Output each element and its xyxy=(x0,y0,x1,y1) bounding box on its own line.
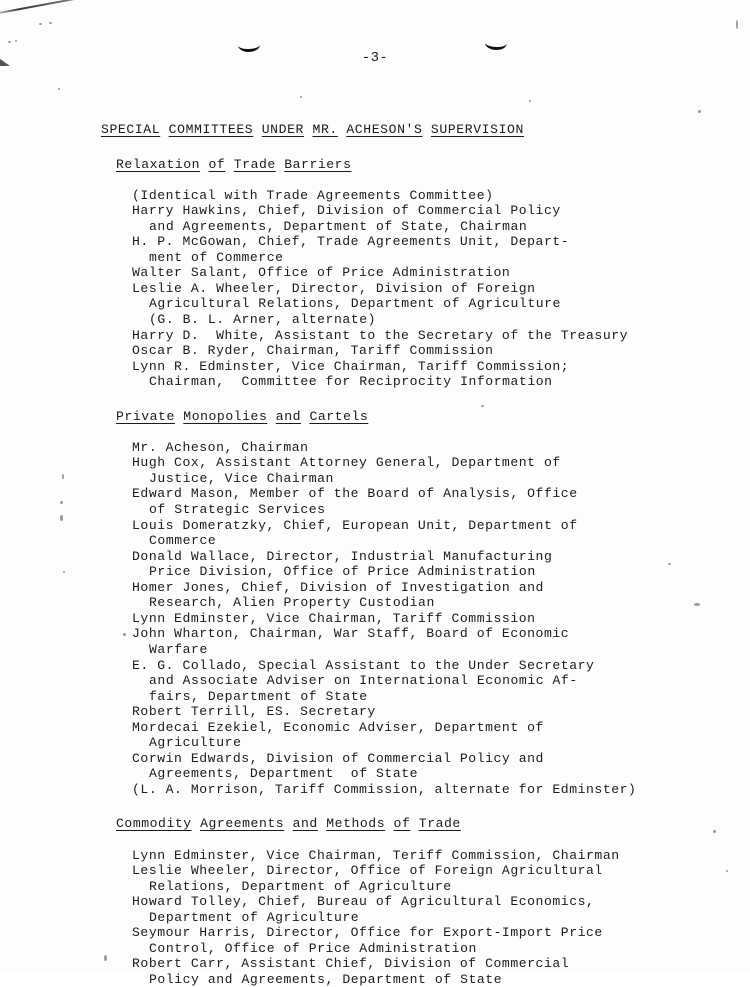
member-line-continuation: and Agreements, Department of State, Chairman xyxy=(149,218,528,234)
spacer xyxy=(0,424,750,440)
member-line: Robert Carr, Assistant Chief, Division of Commercial xyxy=(132,956,570,972)
spacer xyxy=(0,832,750,848)
member-line: (L. A. Morrison, Tariff Commission, alternate for Edminster) xyxy=(132,781,637,797)
spacer xyxy=(0,172,750,188)
page-title: SPECIAL COMMITTEES UNDER MR. ACHESON'S SUPERVISION xyxy=(101,122,524,137)
member-line: Louis Domeratzky, Chief, European Unit, Department of xyxy=(132,517,578,533)
member-line-continuation: Agriculture xyxy=(149,735,242,751)
member-line-continuation: Policy and Agreements, Department of State xyxy=(149,971,503,987)
member-line: Howard Tolley, Chief, Bureau of Agricultural Economics, xyxy=(132,894,595,910)
member-line: Edward Mason, Member of the Board of Analysis, Office xyxy=(132,486,578,502)
member-line: (Identical with Trade Agreements Committee) xyxy=(132,187,494,203)
member-line-continuation: Justice, Vice Chairman xyxy=(149,470,334,486)
committee-section xyxy=(0,157,750,409)
committee-section xyxy=(0,409,750,817)
paper-speck xyxy=(39,23,42,25)
member-line-continuation: Control, Office of Price Administration xyxy=(149,940,477,956)
member-line-continuation: of Strategic Services xyxy=(149,502,326,518)
member-line-continuation: Warfare xyxy=(149,641,208,657)
member-line-continuation: Department of Agriculture xyxy=(149,909,360,925)
member-line: Hugh Cox, Assistant Attorney General, Department of xyxy=(132,455,561,471)
member-line: E. G. Collado, Special Assistant to the Under Secretary xyxy=(132,657,595,673)
paper-speck xyxy=(58,88,60,90)
member-line: Oscar B. Ryder, Chairman, Tariff Commission xyxy=(132,343,494,359)
paper-speck xyxy=(15,40,17,42)
member-line: Lynn Edminster, Vice Chairman, Teriff Commission, Chairman xyxy=(132,847,620,863)
member-line-continuation: Agricultural Relations, Department of Agriculture xyxy=(149,296,561,312)
member-line-continuation: fairs, Department of State xyxy=(149,688,368,704)
member-line-continuation: (G. B. L. Arner, alternate) xyxy=(149,312,377,328)
paper-speck xyxy=(49,22,52,24)
page-number: -3- xyxy=(361,50,389,66)
section-heading: Relaxation of Trade Barriers xyxy=(116,156,352,172)
document-body xyxy=(0,122,750,987)
member-line: H. P. McGowan, Chief, Trade Agreements Unit, Depart- xyxy=(132,234,570,250)
member-line: Harry Hawkins, Chief, Division of Commercial Policy xyxy=(132,203,561,219)
spacer xyxy=(0,138,750,157)
member-line: John Wharton, Chairman, War Staff, Board of Economic xyxy=(132,626,570,642)
member-line-continuation: Chairman, Committee for Reciprocity Information xyxy=(149,374,553,390)
spacer xyxy=(0,390,750,409)
member-line: Harry D. White, Assistant to the Secretary of the Treasury xyxy=(132,327,629,343)
section-heading: Commodity Agreements and Methods of Trade xyxy=(116,816,461,832)
member-line: Mordecai Ezekiel, Economic Adviser, Department of xyxy=(132,719,544,735)
spacer xyxy=(0,797,750,816)
member-line-continuation: ment of Commerce xyxy=(149,249,284,265)
scan-edge-line xyxy=(0,0,248,16)
member-line: Leslie Wheeler, Director, Office of Foreign Agricultural xyxy=(132,863,603,879)
member-line: Leslie A. Wheeler, Director, Division of Foreign xyxy=(132,280,536,296)
member-line: Homer Jones, Chief, Division of Investigation and xyxy=(132,579,544,595)
member-line-continuation: Price Division, Office of Price Administration xyxy=(149,564,536,580)
member-line: Walter Salant, Office of Price Administration xyxy=(132,265,511,281)
binding-mark-right xyxy=(485,36,507,51)
member-line-continuation: Research, Alien Property Custodian xyxy=(149,595,435,611)
member-line: Mr. Acheson, Chairman xyxy=(132,439,309,455)
member-line: Donald Wallace, Director, Industrial Manufacturing xyxy=(132,548,553,564)
member-line-continuation: Relations, Department of Agriculture xyxy=(149,878,452,894)
member-line: Corwin Edwards, Division of Commercial Policy and xyxy=(132,750,544,766)
paper-speck xyxy=(529,100,531,102)
paper-speck xyxy=(8,41,11,43)
member-line-continuation: and Associate Adviser on International Economic Af- xyxy=(149,673,578,689)
paper-speck xyxy=(300,96,302,98)
section-heading: Private Monopolies and Cartels xyxy=(116,408,369,424)
committee-sections xyxy=(0,157,750,987)
member-line: Seymour Harris, Director, Office for Export-Import Price xyxy=(132,925,603,941)
member-line: Robert Terrill, ES. Secretary xyxy=(132,704,376,720)
member-line-continuation: Commerce xyxy=(149,533,217,549)
member-line: Lynn R. Edminster, Vice Chairman, Tariff Commission; xyxy=(132,358,570,374)
paper-speck xyxy=(698,110,701,113)
member-line: Lynn Edminster, Vice Chairman, Tariff Commission xyxy=(132,610,536,626)
paper-speck xyxy=(736,20,738,29)
committee-section xyxy=(0,816,750,987)
member-line-continuation: Agreements, Department of State xyxy=(149,766,419,782)
